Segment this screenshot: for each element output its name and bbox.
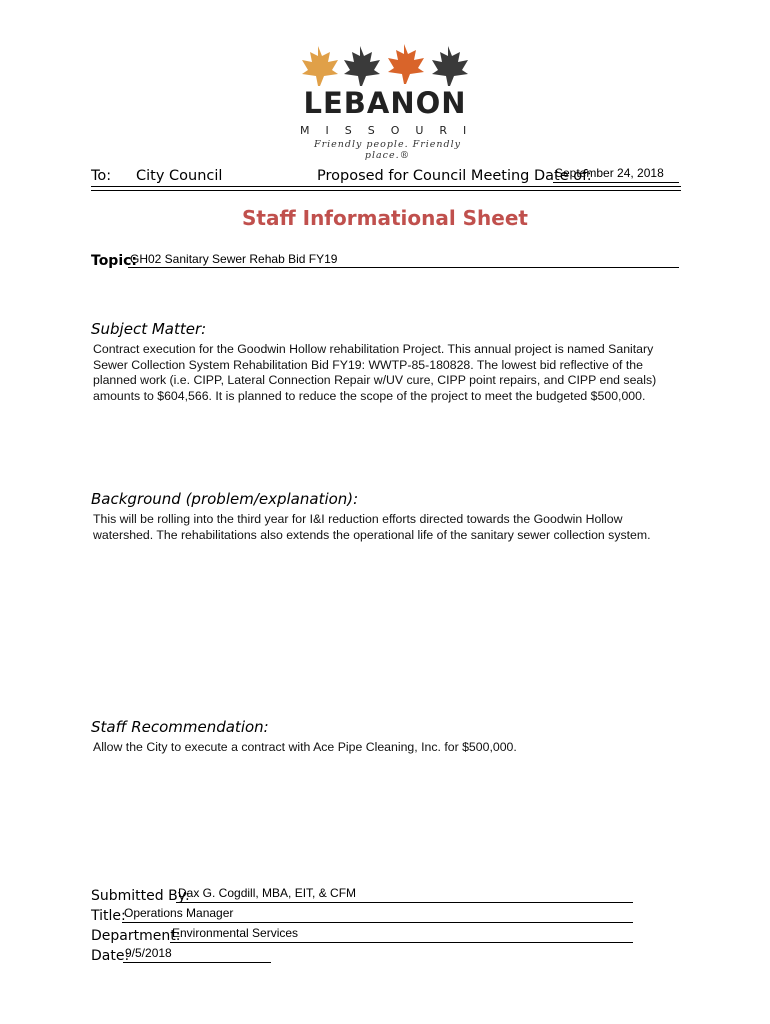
submitted-by-value: Dax G. Cogdill, MBA, EIT, & CFM <box>178 886 357 900</box>
subject-heading: Subject Matter: <box>91 320 207 338</box>
maple-leaf-icon-3 <box>388 44 424 84</box>
recommendation-line: Allow the City to execute a contract with Ace Pipe Cleaning, Inc. for $500,000. <box>93 740 517 754</box>
logo-wordmark: LEBANON <box>303 86 467 120</box>
logo-state: MISSOURI <box>300 124 483 137</box>
date-value: 9/5/2018 <box>125 946 172 960</box>
maple-leaf-icon-1 <box>302 46 338 86</box>
topic-label: Topic: <box>91 253 138 269</box>
maple-leaf-icon-2 <box>344 46 380 86</box>
background-line: watershed. The rehabilitations also extends the operational life of the sanitary sewer collection system. <box>93 527 651 542</box>
topic-value: GH02 Sanitary Sewer Rehab Bid FY19 <box>130 252 338 266</box>
to-label: To: <box>91 168 112 184</box>
maple-leaf-icon-4 <box>432 46 468 86</box>
date-label: Date: <box>91 948 130 964</box>
title-field[interactable] <box>122 906 633 923</box>
background-body <box>93 512 693 543</box>
logo-tagline: Friendly people. Friendly place.® <box>313 139 462 161</box>
meeting-date-field[interactable] <box>553 166 679 183</box>
date-field[interactable] <box>123 946 271 963</box>
subject-line: planned work (i.e. CIPP, Lateral Connection Repair w/UV cure, CIPP point repairs, and CIPP end seals) <box>93 373 657 387</box>
to-value: City Council <box>136 168 223 184</box>
submitted-by-label: Submitted By: <box>91 888 190 904</box>
submitted-by-field[interactable] <box>176 886 633 903</box>
subject-line: Sewer Collection System Rehabilitation Bid FY19: WWTP-85-180828. The lowest bid reflective of the <box>93 357 643 372</box>
subject-line: Contract execution for the Goodwin Hollow rehabilitation Project. This annual project is named Sanitary <box>93 342 654 356</box>
topic-field[interactable] <box>128 251 679 268</box>
department-value: Environmental Services <box>172 926 299 940</box>
subject-body <box>93 342 693 404</box>
page-title: Staff Informational Sheet <box>242 206 528 230</box>
department-label: Department: <box>91 928 181 944</box>
department-field[interactable] <box>170 926 633 943</box>
recommendation-body <box>93 740 693 756</box>
meeting-date-value: September 24, 2018 <box>555 166 664 180</box>
meeting-date-label: Proposed for Council Meeting Date of: <box>317 168 592 184</box>
recommendation-heading: Staff Recommendation: <box>91 718 269 736</box>
background-heading: Background (problem/explanation): <box>91 490 359 508</box>
header-divider <box>91 186 681 191</box>
title-value: Operations Manager <box>124 906 234 920</box>
background-line: This will be rolling into the third year for I&I reduction efforts directed towards the Goodwin Hollow <box>93 512 623 526</box>
subject-line: amounts to $604,566. It is planned to reduce the scope of the project to meet the budgeted $500,000. <box>93 388 646 403</box>
title-label: Title: <box>91 908 126 924</box>
